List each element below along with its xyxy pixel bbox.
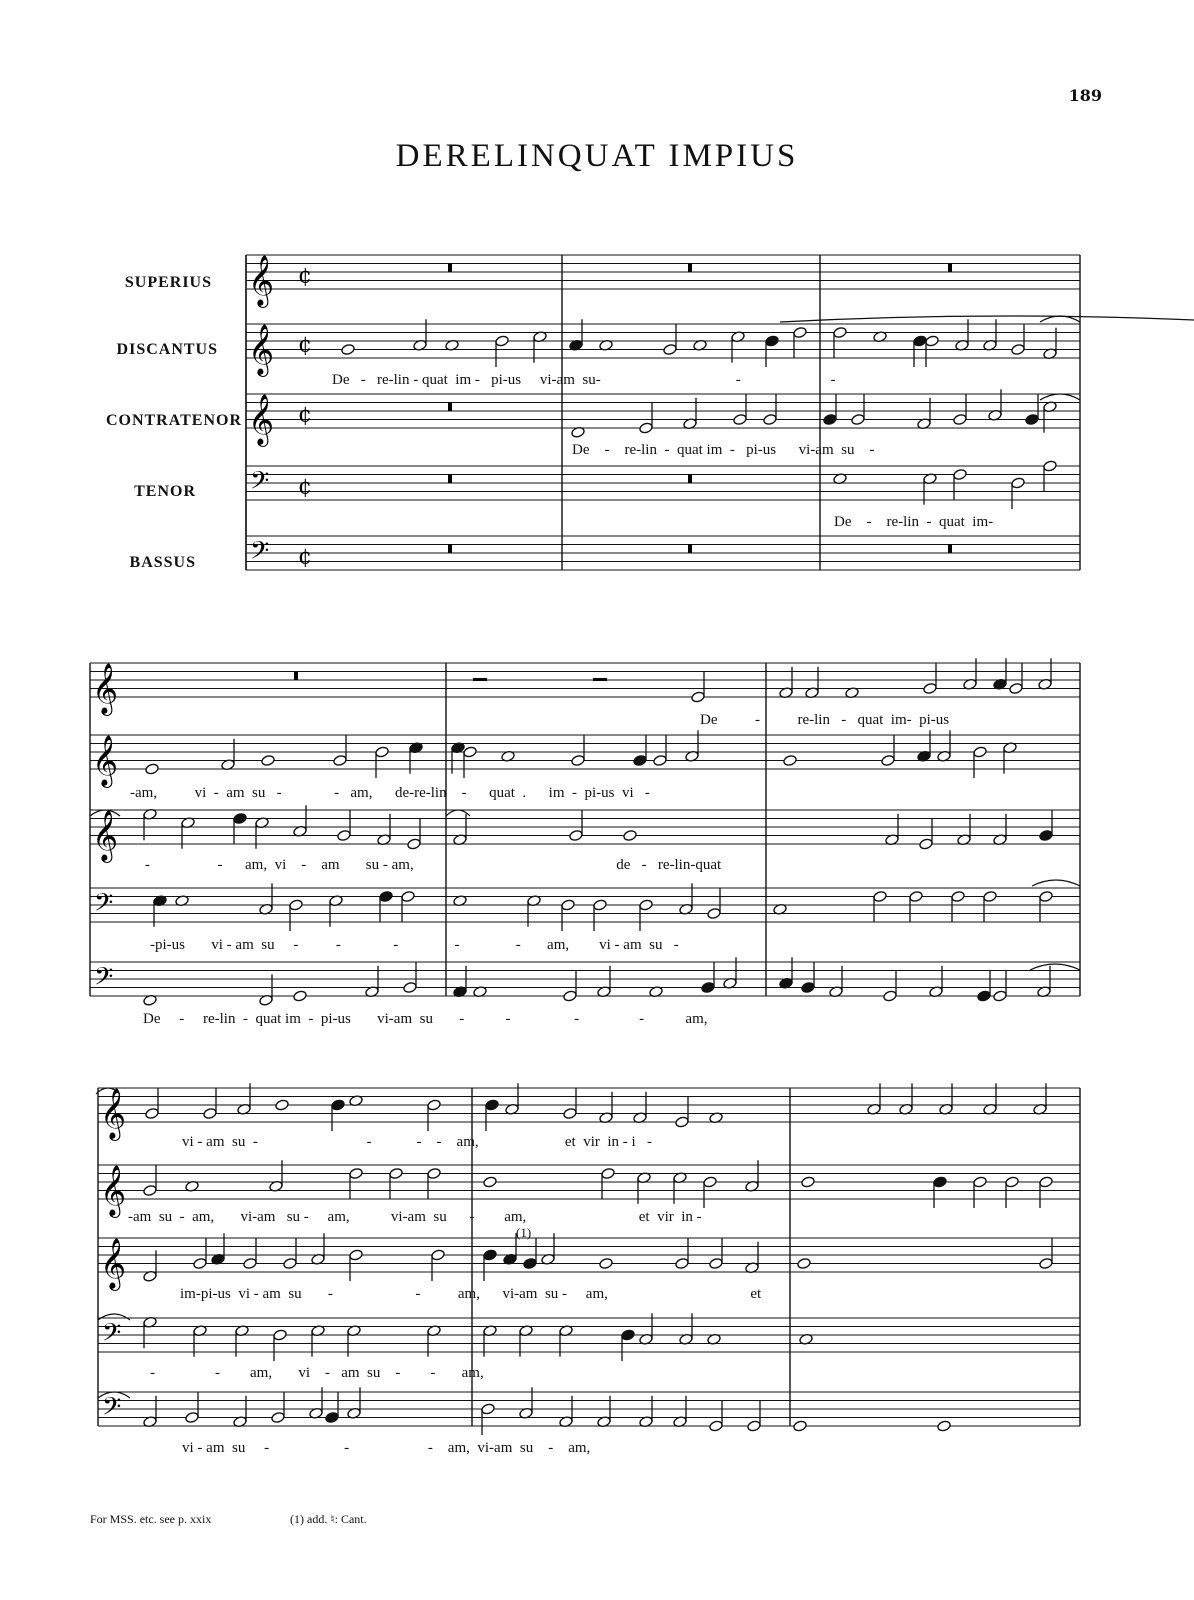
quarter-note [913, 335, 928, 347]
footnote-variant: (1) add. ♮: Cant. [290, 1512, 367, 1526]
half-note [709, 1257, 724, 1269]
half-note [675, 1257, 690, 1269]
half-note [919, 838, 934, 850]
quarter-note [523, 1257, 538, 1269]
quarter-note [483, 1249, 498, 1261]
half-note [653, 754, 668, 766]
half-note [747, 1420, 762, 1432]
breve-rest [688, 545, 692, 554]
footnote-marker: (1) [516, 1225, 532, 1240]
half-note [289, 899, 304, 911]
half-note [337, 829, 352, 841]
breve-rest [448, 403, 452, 412]
half-note [481, 1403, 496, 1415]
half-note [1009, 682, 1024, 694]
half-note [1039, 1176, 1054, 1188]
piece-title: DERELINQUAT IMPIUS [395, 138, 799, 174]
quarter-note [485, 1099, 500, 1111]
half-note [851, 413, 866, 425]
half-note [375, 746, 390, 758]
half-note [561, 899, 576, 911]
breve-rest [448, 264, 452, 273]
quarter-note [765, 335, 780, 347]
treble-clef: 𝄞 [92, 663, 119, 714]
lyric-s3-contratenor: im-pi-us vi - am su - - am, vi-am su - am, et [180, 1286, 762, 1302]
half-note [1039, 890, 1054, 902]
treble-clef: 𝄞 [248, 324, 275, 375]
quarter-note [233, 812, 248, 824]
half-note [1039, 1257, 1054, 1269]
half-note [333, 754, 348, 766]
half-note [193, 1257, 208, 1269]
half-note [639, 422, 654, 434]
lyric-s3-discantus: -am su - am, vi-am su - am, vi-am su - am, et vir in - [128, 1209, 702, 1225]
treble-clef: 𝄞 [100, 1165, 127, 1216]
lyric-s2-superius: De - re-lin - quat im- pi-us [700, 712, 950, 728]
quarter-note [933, 1176, 948, 1188]
bass-clef: 𝄢 [102, 1392, 122, 1428]
voice-label-tenor: TENOR [134, 483, 196, 500]
slur [1032, 880, 1080, 886]
half-note [953, 413, 968, 425]
whole-note [783, 754, 798, 766]
half-note [733, 413, 748, 425]
cut-time: ¢ [298, 474, 312, 500]
breve-rest [448, 545, 452, 554]
half-note [569, 829, 584, 841]
bass-clef: 𝄢 [250, 536, 270, 572]
breve-rest [294, 672, 298, 681]
lyric-s1-contratenor: De - re-lin - quat im - pi-us vi-am su - [572, 442, 875, 458]
half-note [203, 1107, 218, 1119]
breve-rest [448, 475, 452, 484]
half-note [925, 335, 940, 347]
whole-note [275, 1099, 290, 1111]
voice-label-contratenor: CONTRATENOR [105, 412, 242, 429]
half-note [283, 1257, 298, 1269]
half-note [709, 1420, 724, 1432]
half-note [185, 1411, 200, 1423]
quarter-note [621, 1329, 636, 1341]
lyric-s3-tenor: - - am, vi - am su - - am, [150, 1365, 484, 1381]
half-note [349, 1167, 364, 1179]
half-note [601, 1167, 616, 1179]
half-note [881, 754, 896, 766]
half-note [763, 413, 778, 425]
slur [1040, 394, 1080, 400]
half-note [663, 343, 678, 355]
bass-clef: 𝄢 [94, 962, 114, 998]
quarter-note [379, 890, 394, 902]
treble-clef: 𝄞 [100, 1088, 127, 1139]
half-note [243, 1257, 258, 1269]
cut-time: ¢ [298, 402, 312, 428]
treble-clef: 𝄞 [248, 255, 275, 306]
whole-note [599, 1257, 614, 1269]
breve-rest [948, 264, 952, 273]
lyric-s1-tenor: De - re-lin - quat im- [834, 514, 994, 530]
whole-note [937, 1420, 952, 1432]
breve-rest [948, 545, 952, 554]
treble-clef: 𝄞 [100, 1238, 127, 1289]
voice-label-bassus: BASSUS [129, 554, 196, 571]
quarter-note [1025, 413, 1040, 425]
quarter-note [1039, 829, 1054, 841]
half-note [563, 1107, 578, 1119]
quarter-note [977, 990, 992, 1002]
breve-rest [688, 264, 692, 273]
bass-clef: 𝄢 [102, 1318, 122, 1354]
half-note [983, 890, 998, 902]
half-note [271, 1411, 286, 1423]
lyric-s2-tenor: -pi-us vi - am su - - - - - am, vi - am su - [150, 937, 679, 953]
half-note [273, 1329, 288, 1341]
footnote-sources: For MSS. etc. see p. xxix [90, 1512, 212, 1526]
slur [780, 316, 1194, 322]
half-note [495, 335, 510, 347]
quarter-note [801, 981, 816, 993]
lyric-s3-superius: vi - am su - - - - am, et vir in - i - [182, 1134, 652, 1150]
treble-clef: 𝄞 [92, 810, 119, 861]
half-note [909, 890, 924, 902]
quarter-note [701, 981, 716, 993]
lyric-s2-bassus: De - re-lin - quat im - pi-us vi-am su - - - - am, [143, 1011, 708, 1027]
half-note [145, 1107, 160, 1119]
quarter-note [331, 1099, 346, 1111]
whole-note [145, 763, 160, 775]
bass-clef: 𝄢 [250, 466, 270, 502]
half-note [427, 1099, 442, 1111]
half-note [993, 990, 1008, 1002]
half-note [973, 746, 988, 758]
half-note [593, 899, 608, 911]
half-note [973, 1176, 988, 1188]
breve-rest [688, 475, 692, 484]
quarter-note [325, 1411, 340, 1423]
half-note [675, 1116, 690, 1128]
half-note [793, 326, 808, 338]
slur [1030, 964, 1080, 970]
whole-note [793, 1420, 808, 1432]
quarter-note [633, 754, 648, 766]
whole-note [623, 829, 638, 841]
half-note [691, 691, 706, 703]
half-note [143, 1184, 158, 1196]
half-note [1005, 1176, 1020, 1188]
half-note [883, 990, 898, 1002]
whole-note [797, 1257, 812, 1269]
whole-note [483, 1176, 498, 1188]
quarter-note [823, 413, 838, 425]
lyric-s1-discantus: De - re-lin - quat im - pi-us vi-am su- - - [332, 372, 836, 388]
half-note [1043, 460, 1058, 472]
half-note [873, 890, 888, 902]
treble-clef: 𝄞 [92, 735, 119, 786]
half-note [833, 326, 848, 338]
half-note [407, 838, 422, 850]
minim-rest [473, 678, 487, 681]
half-note [951, 890, 966, 902]
treble-clef: 𝄞 [248, 394, 275, 445]
cut-time: ¢ [298, 332, 312, 358]
half-note [571, 754, 586, 766]
half-note [427, 1167, 442, 1179]
voice-label-discantus: DISCANTUS [116, 341, 218, 358]
half-note [403, 981, 418, 993]
half-note [639, 899, 654, 911]
half-note [389, 1167, 404, 1179]
half-note [1011, 343, 1026, 355]
half-note [953, 468, 968, 480]
lyric-s2-contratenor: - - am, vi - am su - am, de - re-lin-quat [145, 857, 722, 873]
half-note [923, 682, 938, 694]
half-note [463, 746, 478, 758]
half-note [431, 1249, 446, 1261]
voice-label-superius: SUPERIUS [124, 274, 212, 291]
whole-note [293, 990, 308, 1002]
whole-note [261, 754, 276, 766]
minim-rest [593, 678, 607, 681]
whole-note [341, 343, 356, 355]
bass-clef: 𝄢 [94, 888, 114, 924]
cut-time: ¢ [298, 544, 312, 570]
half-note [707, 907, 722, 919]
half-note [401, 890, 416, 902]
half-note [563, 990, 578, 1002]
half-note [349, 1249, 364, 1261]
lyric-s3-bassus: vi - am su - - - am, vi-am su - am, [182, 1440, 591, 1456]
cut-time: ¢ [298, 263, 312, 289]
page-number: 189 [1068, 86, 1102, 105]
half-note [1011, 477, 1026, 489]
half-note [703, 1176, 718, 1188]
whole-note [801, 1176, 816, 1188]
lyric-s2-discantus: -am, vi - am su - - am, de-re-lin - quat . im - pi-us vi - [130, 785, 650, 801]
